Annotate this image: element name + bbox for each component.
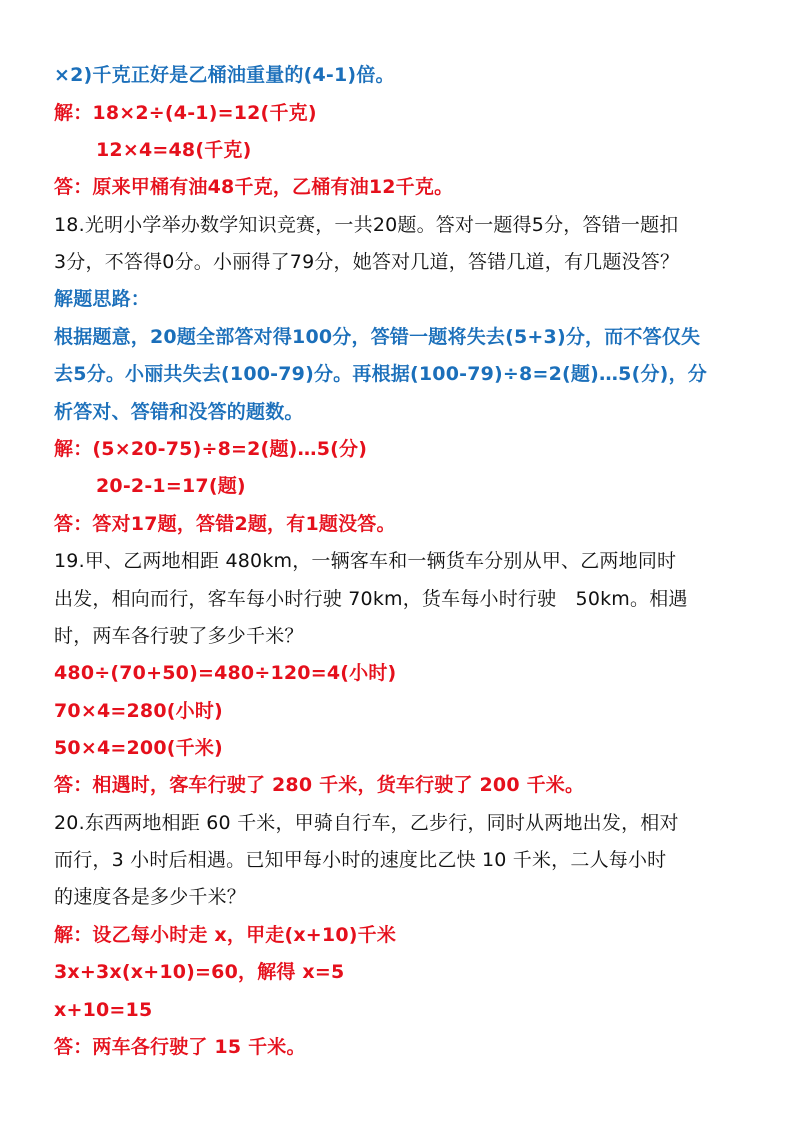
prev-solution-line-1: 解：18×2÷(4-1)=12(千克) <box>54 102 317 124</box>
p19-question-line-3: 时，两车各行驶了多少千米？ <box>54 625 304 647</box>
p20-question-line-3: 的速度各是多少千米？ <box>54 886 247 908</box>
p19-solution-line-2: 70×4=280(小时) <box>54 700 223 722</box>
p18-hint-line-3: 析答对、答错和没答的题数。 <box>54 401 304 423</box>
p20-answer: 答：两车各行驶了 15 千米。 <box>54 1036 306 1058</box>
p18-question-line-2: 3分，不答得0分。小丽得了79分，她答对几道，答错几道，有几题没答？ <box>54 251 680 273</box>
p18-hint-title: 解题思路： <box>54 288 151 310</box>
p20-question-line-2: 而行，3 小时后相遇。已知甲每小时的速度比乙快 10 千米，二人每小时 <box>54 849 667 871</box>
p19-solution-line-3: 50×4=200(千米) <box>54 737 223 759</box>
p18-hint-line-1: 根据题意，20题全部答对得100分，答错一题将失去(5+3)分，而不答仅失 <box>54 326 701 348</box>
prev-solution-line-2: 12×4=48(千克) <box>96 139 252 161</box>
p18-solution-line-2: 20-2-1=17(题) <box>96 475 246 497</box>
p20-solution-line-1: 解：设乙每小时走 x，甲走(x+10)千米 <box>54 924 397 946</box>
p19-solution-line-1: 480÷(70+50)=480÷120=4(小时) <box>54 662 397 684</box>
p20-solution-line-2: 3x+3x(x+10)=60，解得 x=5 <box>54 961 345 983</box>
p18-answer: 答：答对17题，答错2题，有1题没答。 <box>54 513 396 535</box>
p18-hint-line-2: 去5分。小丽共失去(100-79)分。再根据(100-79)÷8=2(题)…5(分)，分 <box>54 363 707 385</box>
prev-hint-tail: ×2)千克正好是乙桶油重量的(4-1)倍。 <box>54 64 395 86</box>
p18-solution-line-1: 解：(5×20-75)÷8=2(题)…5(分) <box>54 438 368 460</box>
p19-answer: 答：相遇时，客车行驶了 280 千米，货车行驶了 200 千米。 <box>54 774 585 796</box>
prev-answer: 答：原来甲桶有油48千克，乙桶有油12千克。 <box>54 176 454 198</box>
p20-question-line-1: 20.东西两地相距 60 千米，甲骑自行车，乙步行，同时从两地出发，相对 <box>54 812 679 834</box>
p18-question-line-1: 18.光明小学举办数学知识竞赛，一共20题。答对一题得5分，答错一题扣 <box>54 214 679 236</box>
p19-question-line-1: 19.甲、乙两地相距 480km，一辆客车和一辆货车分别从甲、乙两地同时 <box>54 550 677 572</box>
p19-question-line-2: 出发，相向而行，客车每小时行驶 70km，货车每小时行驶 50km。相遇 <box>54 588 688 610</box>
p20-solution-line-3: x+10=15 <box>54 999 153 1021</box>
